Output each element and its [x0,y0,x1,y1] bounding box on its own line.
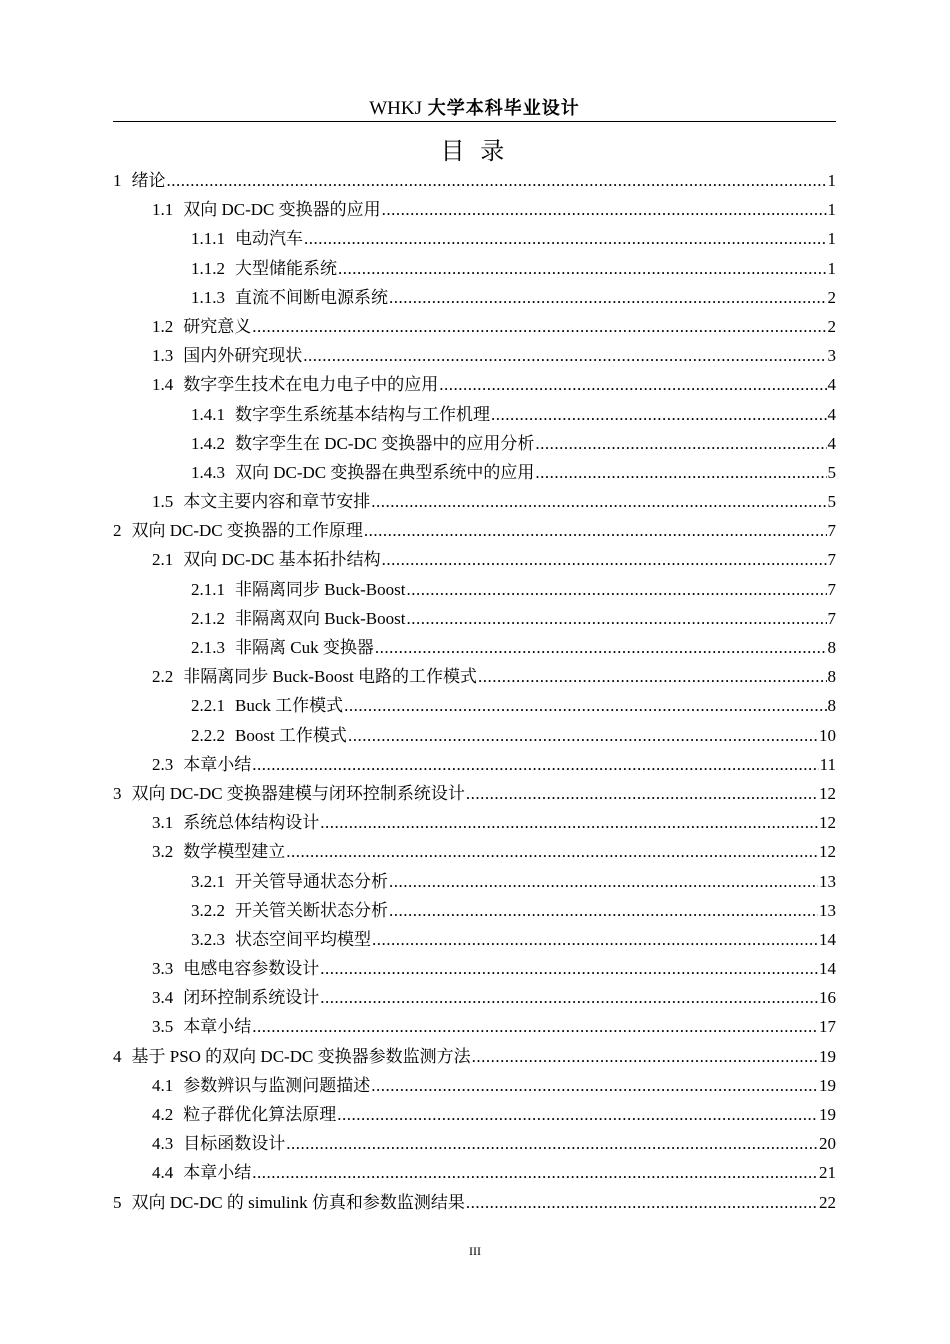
toc-entry[interactable] [113,1188,836,1217]
toc-entry-number: 5 [113,1192,122,1212]
toc-title: 目 录 [440,137,509,165]
toc-entry-number: 2.1.3 [191,638,225,657]
toc-entry[interactable] [113,1129,836,1158]
toc-entry-number: 1.4.1 [191,404,225,424]
toc-entry-page: 11 [819,754,836,774]
toc-entry-page: 7 [827,579,836,599]
toc-entry-page: 4 [827,375,836,395]
toc-dot-leader [252,1158,818,1187]
toc-entry-page: 1 [827,200,836,220]
toc-entry[interactable] [113,1158,836,1187]
toc-entry-title: 参数辨识与监测问题描述 [183,1075,371,1095]
toc-entry[interactable] [113,283,836,312]
toc-entry-title: 本章小结 [183,1163,252,1183]
toc-entry-title: 开关管导通状态分析 [235,871,388,891]
toc-entry-title: 本章小结 [183,754,252,774]
toc-entry-title: Buck 工作模式 [235,696,344,716]
toc-entry[interactable] [113,1100,836,1129]
toc-entry-number: 1.1.3 [191,287,225,307]
toc-entry-page: 19 [819,1105,836,1124]
toc-entry-number: 1.1 [152,200,174,220]
toc-entry-page: 1 [827,258,836,278]
toc-dot-leader [252,1012,818,1041]
toc-entry-title: 电感电容参数设计 [183,959,320,979]
toc-entry-page: 5 [827,462,836,482]
toc-entry-page: 22 [819,1192,836,1212]
toc-entry-title: 绪论 [131,171,166,190]
header-rule [113,121,836,122]
toc-entry-title: 非隔离双向 Buck-Boost [235,608,406,628]
toc-entry-title: 数字孪生技术在电力电子中的应用 [183,375,439,395]
toc-dot-leader [320,808,818,837]
toc-entry-title: 目标函数设计 [183,1134,286,1154]
toc-dot-leader [478,662,827,691]
toc-dot-leader [337,1100,818,1129]
toc-entry-page: 8 [827,638,836,657]
toc-entry-number: 3.5 [152,1017,174,1037]
toc-dot-leader [466,779,818,808]
toc-dot-leader [348,721,818,750]
toc-entry-page: 13 [819,900,836,920]
toc-entry-title: 双向 DC-DC 变换器的工作原理 [131,521,363,541]
toc-entry-title: Boost 工作模式 [235,725,347,745]
toc-entry[interactable] [113,429,836,458]
toc-entry[interactable] [113,575,836,604]
toc-entry-page: 20 [819,1134,836,1154]
toc-entry[interactable] [113,750,836,779]
toc-dot-leader [303,341,826,370]
toc-dot-leader [375,633,827,662]
toc-entry[interactable] [113,691,836,720]
toc-entry[interactable] [113,400,836,429]
toc-dot-leader [389,896,818,925]
toc-entry-page: 19 [819,1046,836,1066]
toc-entry-title: 数字孪生在 DC-DC 变换器中的应用分析 [235,433,535,453]
toc-entry-number: 4.3 [152,1134,174,1154]
toc-entry-page: 19 [819,1075,836,1095]
toc-entry-number: 2.3 [152,754,174,774]
toc-entry-number: 3.4 [152,988,174,1008]
toc-entry[interactable] [113,808,836,837]
toc-entry-number: 2.2 [152,667,174,687]
toc-dot-leader [535,458,826,487]
toc-entry[interactable] [113,458,836,487]
toc-entry-title: 本文主要内容和章节安排 [183,492,371,512]
toc-dot-leader [389,867,818,896]
toc-entry[interactable] [113,1042,836,1071]
toc-dot-leader [439,370,826,399]
toc-entry-number: 3.3 [152,959,174,979]
toc-entry-number: 4.1 [152,1075,174,1095]
toc-entry[interactable] [113,1012,836,1041]
toc-entry-title: 闭环控制系统设计 [183,988,320,1008]
toc-entry[interactable] [113,370,836,399]
toc-entry-title: 双向 DC-DC 的 simulink 仿真和参数监测结果 [131,1192,465,1212]
toc-entry-title: 双向 DC-DC 变换器的应用 [183,200,381,220]
toc-dot-leader [320,954,818,983]
toc-entry-number: 3.2.3 [191,929,225,949]
toc-entry-page: 1 [827,229,836,249]
toc-entry-number: 1.4.3 [191,462,225,482]
toc-dot-leader [382,545,827,574]
toc-dot-leader [167,166,827,195]
toc-entry-title: 非隔离 Cuk 变换器 [235,638,374,657]
toc-entry-number: 1.1.2 [191,258,225,278]
toc-entry-number: 4.4 [152,1163,174,1183]
toc-entry-number: 3.2.2 [191,900,225,920]
toc-entry-title: 电动汽车 [235,229,303,249]
toc-entry[interactable] [113,662,836,691]
toc-entry-title: 数学模型建立 [183,842,286,862]
toc-entry-number: 2.2.1 [191,696,225,716]
toc-entry-number: 3 [113,783,122,803]
toc-entry-title: 粒子群优化算法原理 [183,1105,337,1124]
toc-entry-number: 1 [113,171,122,190]
toc-dot-leader [252,750,818,779]
toc-entry-number: 2.1.2 [191,608,225,628]
toc-entry-page: 12 [819,813,836,833]
toc-entry-page: 12 [819,842,836,862]
toc-dot-leader [371,1071,818,1100]
toc-entry[interactable] [113,224,836,253]
toc-entry-number: 1.4 [152,375,174,395]
toc-entry-title: 国内外研究现状 [183,346,303,366]
toc-entry[interactable] [113,487,836,516]
toc-entry-page: 21 [819,1163,836,1183]
toc-dot-leader [466,1188,818,1217]
toc-entry[interactable] [113,896,836,925]
toc-entry[interactable] [113,341,836,370]
toc-entry-page: 5 [827,492,836,512]
toc-dot-leader [252,312,826,341]
toc-entry-page: 17 [819,1017,836,1037]
toc-entry[interactable] [113,254,836,283]
toc-entry-title: 研究意义 [183,316,252,336]
toc-entry[interactable] [113,925,836,954]
toc-entry[interactable] [113,867,836,896]
toc-entry[interactable] [113,195,836,224]
toc-entry-title: 大型储能系统 [235,258,337,278]
toc-entry-title: 双向 DC-DC 变换器在典型系统中的应用 [235,462,535,482]
toc-entry-page: 13 [819,871,836,891]
toc-entry-title: 非隔离同步 Buck-Boost [235,579,406,599]
toc-entry-number: 1.3 [152,346,174,366]
toc-entry[interactable] [113,954,836,983]
toc-entry-page: 12 [819,783,836,803]
toc-dot-leader [338,254,827,283]
toc-entry-page: 16 [819,988,836,1008]
toc-entry-title: 基于 PSO 的双向 DC-DC 变换器参数监测方法 [131,1046,471,1066]
toc-entry-title: 系统总体结构设计 [183,813,320,833]
toc-entry-number: 4.2 [152,1105,174,1124]
toc-dot-leader [364,516,827,545]
toc-dot-leader [320,983,818,1012]
toc-entry-title: 本章小结 [183,1017,252,1037]
toc-entry[interactable] [113,721,836,750]
toc-dot-leader [406,604,826,633]
toc-entry-page: 2 [827,287,836,307]
toc-entry-number: 2.2.2 [191,725,225,745]
toc-entry-page: 10 [819,725,836,745]
toc-dot-leader [371,487,826,516]
toc-entry[interactable] [113,983,836,1012]
toc-entry-number: 1.4.2 [191,433,225,453]
toc-entry-number: 3.2 [152,842,174,862]
toc-entry[interactable] [113,516,836,545]
toc-entry[interactable] [113,312,836,341]
toc-dot-leader [304,224,827,253]
toc-entry-page: 7 [827,521,836,541]
toc-dot-leader [286,1129,818,1158]
toc-entry-title: 状态空间平均模型 [235,929,371,949]
toc-entry-page: 2 [827,316,836,336]
toc-entry-number: 2 [113,521,122,541]
toc-entry-page: 8 [827,667,836,687]
toc-entry-number: 1.5 [152,492,174,512]
toc-entry-page: 14 [819,929,836,949]
toc-entry-title: 直流不间断电源系统 [235,287,388,307]
toc-dot-leader [472,1042,818,1071]
toc-entry-number: 2.1.1 [191,579,225,599]
header-school-code: WHKJ [369,98,423,119]
toc-entry[interactable] [113,779,836,808]
toc-dot-leader [372,925,818,954]
toc-entry[interactable] [113,166,836,195]
toc-entry-page: 1 [827,171,836,190]
toc-entry-number: 1.1.1 [191,229,225,249]
toc-entry[interactable] [113,545,836,574]
toc-entry-page: 7 [827,550,836,570]
toc-entry-title: 双向 DC-DC 变换器建模与闭环控制系统设计 [131,783,465,803]
toc-entry[interactable] [113,1071,836,1100]
toc-entry-number: 4 [113,1046,122,1066]
toc-dot-leader [344,691,826,720]
toc-entry-page: 7 [827,608,836,628]
toc-entry-number: 1.2 [152,316,174,336]
toc-entry-page: 8 [827,696,836,716]
toc-dot-leader [286,837,818,866]
toc-entry-page: 4 [827,433,836,453]
toc-entry-title: 开关管关断状态分析 [235,900,388,920]
toc-entry-page: 3 [827,346,836,366]
running-header [113,94,836,120]
toc-entry-page: 4 [827,404,836,424]
toc-dot-leader [406,575,826,604]
page-number: III [469,1244,481,1258]
table-of-contents [113,166,836,1217]
toc-dot-leader [389,283,827,312]
toc-dot-leader [535,429,826,458]
toc-entry[interactable] [113,604,836,633]
toc-entry-title: 双向 DC-DC 基本拓扑结构 [183,550,381,570]
toc-entry-title: 非隔离同步 Buck-Boost 电路的工作模式 [183,667,477,687]
toc-entry-page: 14 [819,959,836,979]
toc-entry-number: 3.1 [152,813,174,833]
toc-entry[interactable] [113,633,836,662]
toc-entry-number: 2.1 [152,550,174,570]
toc-entry-number: 3.2.1 [191,871,225,891]
header-title: 大学本科毕业设计 [427,98,580,119]
toc-entry-title: 数字孪生系统基本结构与工作机理 [235,404,490,424]
toc-dot-leader [382,195,827,224]
toc-entry[interactable] [113,837,836,866]
toc-dot-leader [491,400,827,429]
